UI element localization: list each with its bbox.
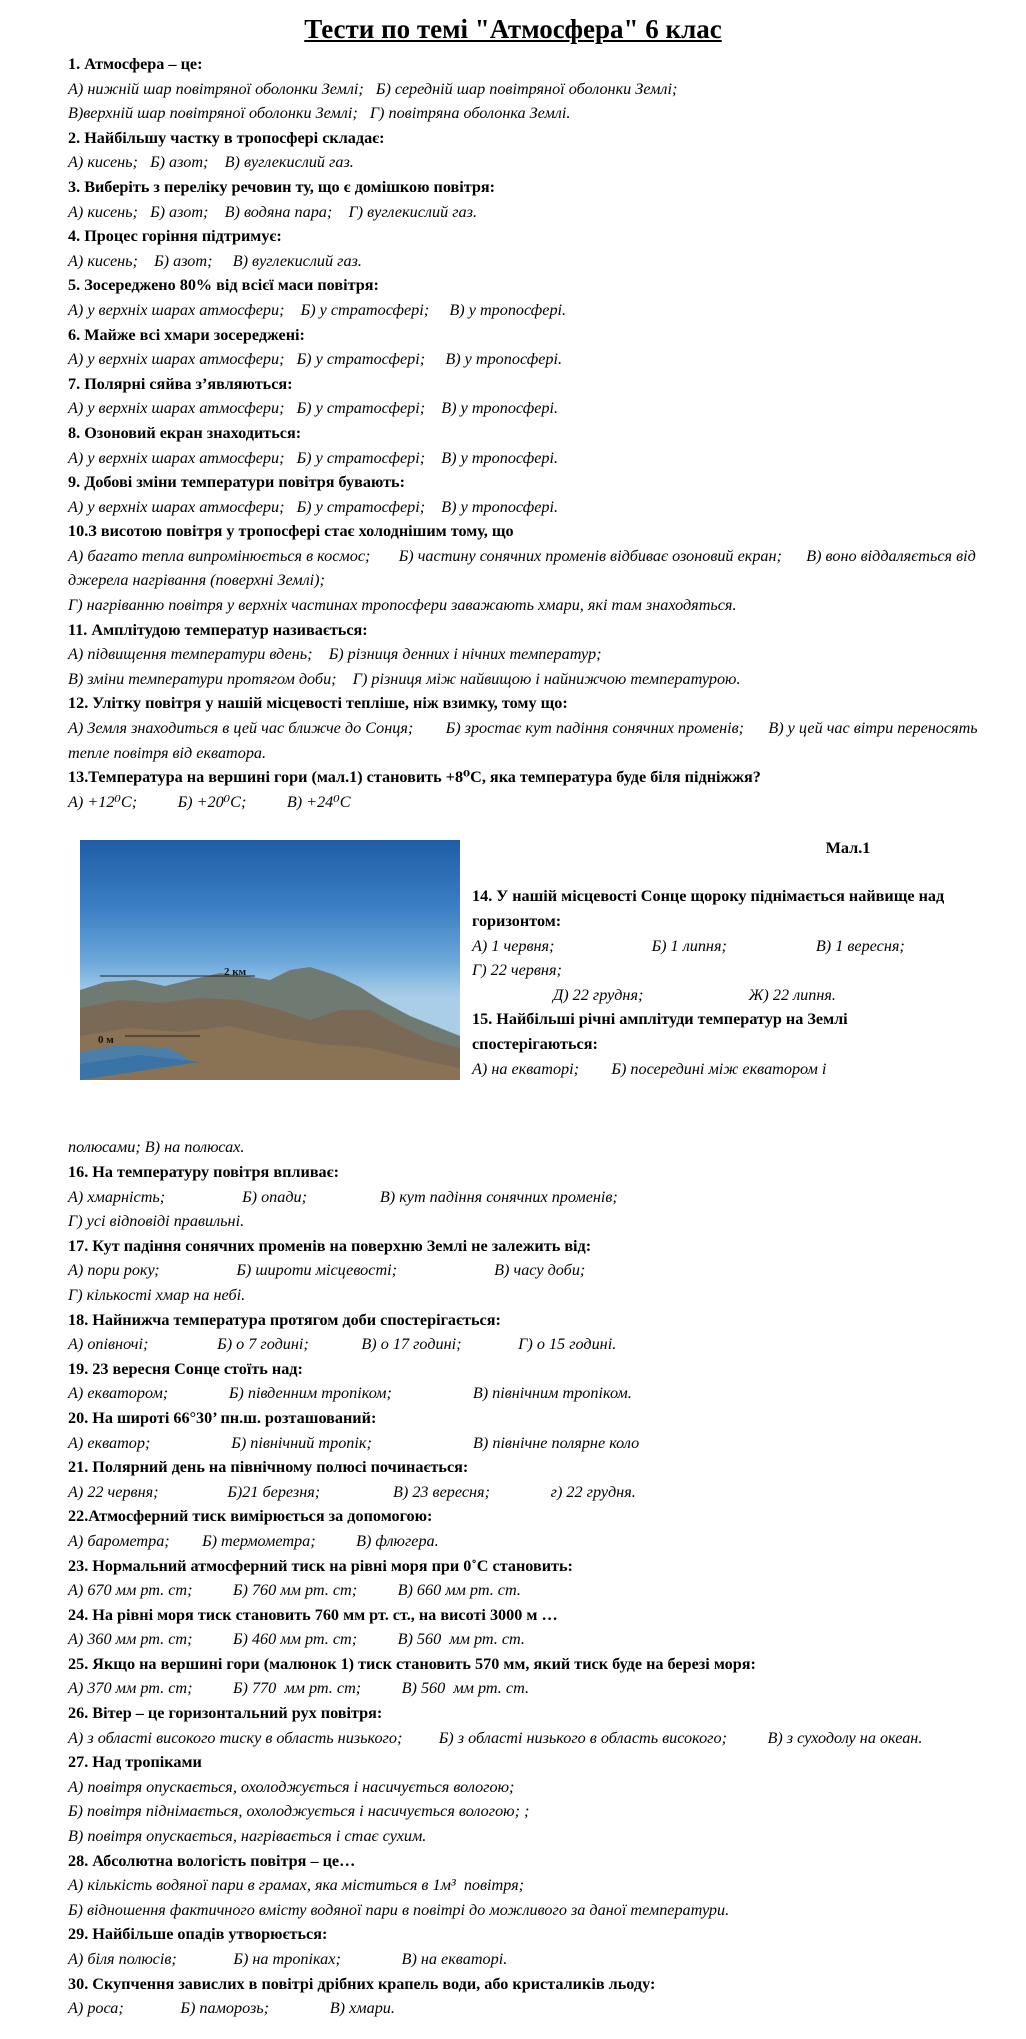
answer-options: А) нижній шар повітряної оболонки Землі; Б) середній шар повітряної оболонки Землі; bbox=[68, 79, 678, 98]
question-item bbox=[68, 372, 988, 421]
answer-options: А) роса; Б) паморозь; В) хмари. bbox=[68, 1999, 395, 2018]
answer-options: А) кисень; Б) азот; В) вуглекислий газ. bbox=[68, 251, 362, 270]
question-item bbox=[472, 884, 977, 1007]
question-text: 16. На температуру повітря впливає: bbox=[68, 1163, 340, 1181]
question-item bbox=[68, 1554, 988, 1603]
question-text: 20. На широті 66°30’ пн.ш. розташований: bbox=[68, 1408, 377, 1427]
question-item bbox=[68, 691, 988, 765]
question-text: 2. Найбільшу частку в тропосфері складає: bbox=[68, 128, 385, 147]
question-item bbox=[68, 1160, 988, 1234]
question-text: 27. Над тропіками bbox=[68, 1753, 202, 1772]
answer-options: В) повітря опускається, нагрівається і стає сухим. bbox=[68, 1827, 427, 1846]
answer-options: Д) 22 грудня; Ж) 22 липня. bbox=[472, 985, 836, 1004]
answer-options: А) повітря опускається, охолоджується і насичується вологою; bbox=[68, 1777, 515, 1796]
answer-options: А) кількість водяної пари в грамах, яка міститься в 1м³ повітря; bbox=[68, 1876, 525, 1895]
question-item bbox=[68, 1701, 988, 1750]
answer-options: А) 360 мм рт. ст; Б) 460 мм рт. ст; В) 560 мм рт. ст. bbox=[68, 1630, 525, 1649]
question-text: 9. Добові зміни температури повітря бувають: bbox=[68, 473, 406, 492]
question-item bbox=[68, 175, 988, 224]
answer-options: А) у верхніх шарах атмосфери; Б) у стратосфері; В) у тропосфері. bbox=[68, 448, 559, 467]
question-text: 14. У нашій місцевості Сонце щороку піднімається найвище над горизонтом: bbox=[472, 887, 945, 930]
answer-options: А) у верхніх шарах атмосфери; Б) у стратосфері; В) у тропосфері. bbox=[68, 350, 563, 369]
answer-options: А) багато тепла випромінюється в космос; Б) частину сонячних променів відбиває озоновий екран; В) воно віддаляється від джерела нагрівання (поверхні Землі); bbox=[68, 546, 980, 590]
answer-options: А) опівночі; Б) о 7 годині; В) о 17 годині; Г) о 15 годині. bbox=[68, 1335, 617, 1354]
question-text: 3. Виберіть з переліку речовин ту, що є домішкою повітря: bbox=[68, 177, 496, 196]
answer-options: А) екватор; Б) північний тропік; В) північне полярне коло bbox=[68, 1433, 640, 1452]
question-item bbox=[68, 323, 988, 372]
answer-options: Б) повітря піднімається, охолоджується і насичується вологою; ; bbox=[68, 1802, 530, 1821]
question-text: 15. Найбільші річні амплітуди температур на Землі спостерігаються: bbox=[472, 1010, 848, 1053]
answer-options: А) пори року; Б) широти місцевості; В) часу доби; bbox=[68, 1261, 586, 1280]
answer-options: А) 22 червня; Б)21 березня; В) 23 вересня; г) 22 грудня. bbox=[68, 1482, 636, 1501]
altitude-mark-bottom: 0 м bbox=[98, 1034, 114, 1047]
mountain-landscape bbox=[80, 840, 460, 1080]
question-text: 11. Амплітудою температур називається: bbox=[68, 620, 368, 639]
question-text: 29. Найбільше опадів утворюється: bbox=[68, 1925, 328, 1944]
question-item bbox=[68, 52, 988, 126]
question-item bbox=[68, 1234, 988, 1308]
answer-options: А) 1 червня; Б) 1 липня; В) 1 вересня; Г) 22 червня; bbox=[472, 936, 978, 980]
question-text: 8. Озоновий екран знаходиться: bbox=[68, 423, 302, 442]
question-item bbox=[68, 765, 988, 814]
question-item bbox=[68, 1750, 988, 1848]
question-text: 5. Зосереджено 80% від всієї маси повітря: bbox=[68, 276, 379, 295]
question-text: 28. Абсолютна вологість повітря – це… bbox=[68, 1851, 356, 1870]
test-body bbox=[68, 52, 988, 2021]
question-list-bottom bbox=[68, 1160, 988, 2021]
answer-options: А) 370 мм рт. ст; Б) 770 мм рт. ст; В) 560 мм рт. ст. bbox=[68, 1679, 530, 1698]
question-list-right bbox=[472, 884, 977, 1081]
question-text: 17. Кут падіння сонячних променів на поверхню Землі не залежить від: bbox=[68, 1236, 592, 1255]
answer-options: А) хмарність; Б) опади; В) кут падіння сонячних променів; bbox=[68, 1187, 618, 1206]
question-item bbox=[68, 519, 988, 617]
question-item bbox=[68, 1455, 988, 1504]
question-text: 21. Полярний день на північному полюсі починається: bbox=[68, 1458, 469, 1477]
question-item bbox=[472, 1007, 977, 1081]
question-list-top bbox=[68, 52, 988, 814]
question-text: 4. Процес горіння підтримує: bbox=[68, 227, 282, 246]
answer-options: А) у верхніх шарах атмосфери; Б) у стратосфері; В) у тропосфері. bbox=[68, 399, 559, 418]
question-item bbox=[68, 618, 988, 692]
answer-options: А) Земля знаходиться в цей час ближче до Сонця; Б) зростає кут падіння сонячних променів; В) у цей час вітри переносять тепле повітря від екватора. bbox=[68, 719, 982, 762]
answer-options: А) 670 мм рт. ст; Б) 760 мм рт. ст; В) 660 мм рт. ст. bbox=[68, 1581, 521, 1600]
question-item bbox=[68, 1504, 988, 1553]
question-text: 22.Атмосферний тиск вимірюється за допомогою: bbox=[68, 1507, 433, 1526]
answer-options: Г) нагріванню повітря у верхніх частинах тропосфери заважають хмари, які там знаходяться. bbox=[68, 596, 737, 615]
question-text: 12. Улітку повітря у нашій місцевості тепліше, ніж взимку, тому що: bbox=[68, 694, 568, 713]
question-text: 6. Майже всі хмари зосереджені: bbox=[68, 325, 305, 344]
question-text: 23. Нормальний атмосферний тиск на рівні моря при 0˚С становить: bbox=[68, 1556, 573, 1575]
question-item bbox=[68, 126, 988, 175]
answer-options: Б) відношення фактичного вмісту водяної пари в повітрі до можливого за даної температури. bbox=[68, 1900, 730, 1919]
answer-options: А) барометра; Б) термометра; В) флюгера. bbox=[68, 1531, 439, 1550]
question-text: 26. Вітер – це горизонтальний рух повітря: bbox=[68, 1704, 383, 1723]
answer-options: А) з області високого тиску в область низького; Б) з області низького в область високого; В) з суходолу на океан. bbox=[68, 1728, 923, 1747]
question-item bbox=[68, 1603, 988, 1652]
answer-options: А) у верхніх шарах атмосфери; Б) у стратосфері; В) у тропосфері. bbox=[68, 497, 559, 516]
answer-options: Г) усі відповіді правильні. bbox=[68, 1212, 245, 1231]
question-text: 1. Атмосфера – це: bbox=[68, 55, 203, 73]
figure-block bbox=[68, 836, 988, 1135]
answer-options: А) кисень; Б) азот; В) вуглекислий газ. bbox=[68, 153, 354, 172]
question-item bbox=[68, 273, 988, 322]
answer-options: А) у верхніх шарах атмосфери; Б) у стратосфері; В) у тропосфері. bbox=[68, 300, 567, 319]
question-text: 30. Скупчення завислих в повітрі дрібних крапель води, або кристаликів льоду: bbox=[68, 1974, 656, 1993]
question-item bbox=[68, 1652, 988, 1701]
question-text: 24. На рівні моря тиск становить 760 мм рт. ст., на висоті 3000 м … bbox=[68, 1605, 558, 1624]
question-text: 19. 23 вересня Сонце стоїть над: bbox=[68, 1359, 303, 1378]
answer-options: А) на екваторі; Б) посередині між екватором і bbox=[472, 1059, 827, 1078]
question-item bbox=[68, 1406, 988, 1455]
answer-options: А) підвищення температури вдень; Б) різниця денних і нічних температур; bbox=[68, 645, 602, 664]
question-item bbox=[68, 224, 988, 273]
altitude-mark-top: 2 км bbox=[224, 966, 247, 979]
page-title: Тести по темі "Атмосфера" 6 клас bbox=[304, 14, 722, 44]
question-item bbox=[68, 421, 988, 470]
answer-options: А) кисень; Б) азот; В) водяна пара; Г) вуглекислий газ. bbox=[68, 202, 477, 221]
answer-options: В)верхній шар повітряної оболонки Землі; Г) повітряна оболонка Землі. bbox=[68, 104, 571, 123]
question-item bbox=[68, 1308, 988, 1357]
figure-label: Мал.1 bbox=[825, 839, 871, 858]
question-text: 7. Полярні сяйва з’являються: bbox=[68, 374, 293, 393]
answer-options: В) зміни температури протягом доби; Г) різниця між найвищою і найнижчою температурою. bbox=[68, 669, 741, 688]
mountain-photo bbox=[80, 840, 460, 1080]
question-item bbox=[68, 1849, 988, 1923]
question-text: 13.Температура на вершині гори (мал.1) становить +8⁰С, яка температура буде біля підніжжя? bbox=[68, 768, 761, 787]
question-item bbox=[68, 1972, 988, 2021]
question-item bbox=[68, 470, 988, 519]
question-item bbox=[68, 1922, 988, 1971]
answer-options: А) біля полюсів; Б) на тропіках; В) на екваторі. bbox=[68, 1950, 508, 1968]
answer-options: Г) кількості хмар на небі. bbox=[68, 1285, 246, 1304]
question-text: 10.З висотою повітря у тропосфері стає холоднішим тому, що bbox=[68, 522, 514, 541]
q15-answer-tail: полюсами; В) на полюсах. bbox=[68, 1138, 245, 1157]
answer-options: А) екватором; Б) південним тропіком; В) північним тропіком. bbox=[68, 1384, 632, 1403]
question-text: 18. Найнижча температура протягом доби спостерігається: bbox=[68, 1310, 501, 1329]
question-text: 25. Якщо на вершині гори (малюнок 1) тиск становить 570 мм, який тиск буде на березі моря: bbox=[68, 1654, 756, 1673]
question-item bbox=[68, 1357, 988, 1406]
answer-options: А) +12⁰С; Б) +20⁰С; В) +24⁰С bbox=[68, 792, 351, 811]
